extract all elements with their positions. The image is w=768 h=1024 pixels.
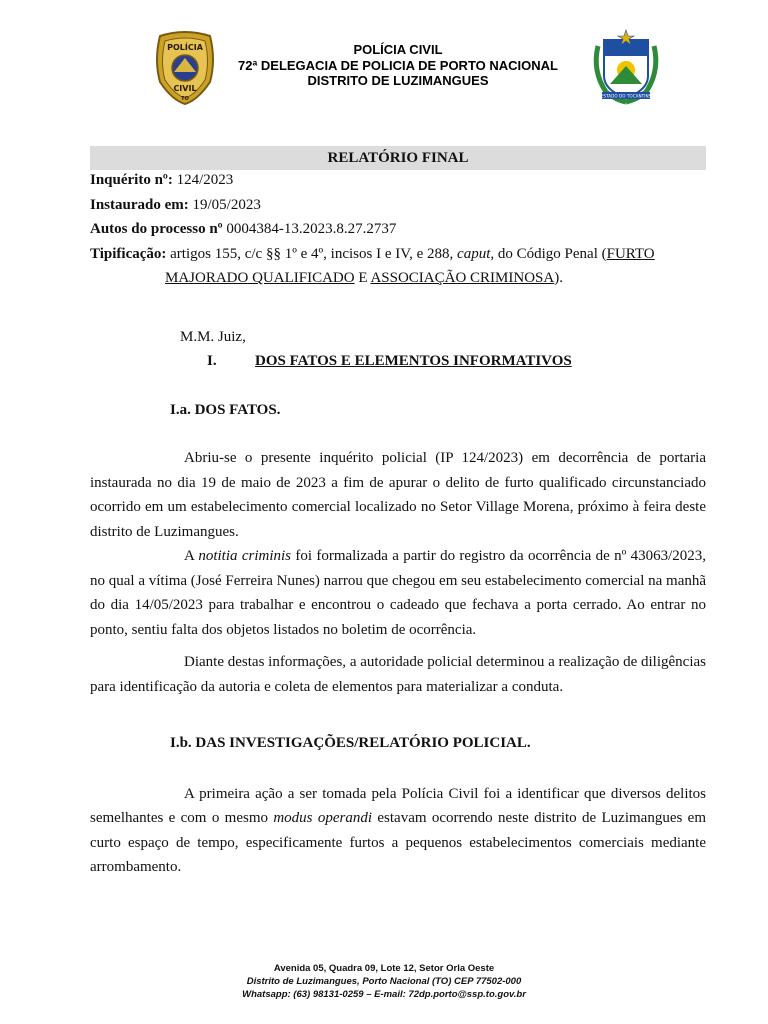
document-header	[0, 0, 768, 130]
instaurado-value: 19/05/2023	[192, 196, 261, 213]
tipificacao-crime-2: ASSOCIAÇÃO CRIMINOSA	[370, 270, 555, 286]
header-text	[210, 42, 586, 89]
inquerito-value: 124/2023	[176, 172, 234, 188]
header-line-1: POLÍCIA CIVIL	[353, 42, 443, 57]
tipificacao-end: ).	[554, 270, 563, 286]
inquerito-label: Inquérito nº:	[90, 172, 173, 188]
paragraph-2-a: A	[184, 548, 199, 564]
header-line-3: DISTRITO DE LUZIMANGUES	[307, 73, 489, 88]
paragraph-2-b: foi formalizada a partir do registro da ocorrência de nº 43063/2023, no qual a vítima (José Ferreira Nunes) narrou que chegou em seu estabelecimento comercial na manhã do dia 14/05/2023 para trabalhar e encontrou o cadeado que fechava a porta cerrado. Ao entrar no ponto, sentiu falta dos objetos listados no boletim de ocorrência.	[90, 548, 707, 638]
tipificacao-conjunction: E	[354, 270, 371, 286]
report-title: RELATÓRIO FINAL	[90, 146, 706, 170]
state-crest-icon	[588, 26, 664, 106]
footer-district: Distrito de Luzimangues, Porto Nacional (TO) CEP 77502-000	[246, 976, 522, 987]
footer-contact: Whatsapp: (63) 98131-0259 – E-mail: 72dp.porto@ssp.to.gov.br	[242, 989, 526, 1000]
instaurado-label: Instaurado em:	[90, 196, 189, 213]
badge-text-bottom: CIVIL	[173, 84, 197, 93]
footer-address: Avenida 05, Quadra 09, Lote 12, Setor Orla Oeste	[273, 963, 495, 974]
paragraph-2-italic: notitia criminis	[198, 548, 292, 564]
meta-tipificacao	[90, 242, 706, 267]
badge-text-state: TO	[181, 96, 189, 102]
crest-text: ESTADO DO TOCANTINS	[600, 93, 652, 99]
meta-autos	[90, 217, 706, 242]
paragraph-4-a: A primeira ação a ser tomada pela Polícia Civil foi a identificar que diversos delitos semelhantes e com o mesmo	[90, 785, 706, 826]
tipificacao-text-a: artigos 155, c/c §§ 1º e 4º, incisos I e IV, e 288,	[170, 245, 454, 262]
subsection-a-heading: I.a. DOS FATOS.	[170, 401, 281, 418]
section-1-heading	[90, 349, 706, 374]
tipificacao-crime-1-cont: MAJORADO QUALIFICADO	[165, 270, 355, 286]
section-1-number: I.	[207, 353, 217, 369]
tipificacao-text-b: , do Código Penal (	[490, 245, 607, 262]
subsection-b-heading: I.b. DAS INVESTIGAÇÕES/RELATÓRIO POLICIAL.	[170, 735, 531, 751]
meta-tipificacao-cont	[90, 266, 706, 291]
tipificacao-caput: caput	[457, 245, 491, 262]
autos-value: 0004384-13.2023.8.27.2737	[226, 221, 397, 237]
meta-inquerito	[90, 168, 706, 193]
paragraph-4-b: estavam ocorrendo neste distrito de Luzimangues em curto espaço de tempo, especificamente furtos a pequenos estabelecimentos comerciais mediante arrombamento.	[90, 810, 706, 875]
paragraph-3: Diante destas informações, a autoridade policial determinou a realização de diligências para identificação da autoria e coleta de elementos para materializar a conduta.	[90, 654, 706, 695]
document-footer	[0, 962, 768, 1001]
autos-label: Autos do processo nº	[90, 221, 223, 237]
header-line-2: 72ª DELEGACIA DE POLICIA DE PORTO NACIONAL	[238, 57, 558, 73]
paragraph-2	[90, 544, 706, 642]
meta-instaurado	[90, 193, 706, 218]
tipificacao-crime-1: FURTO	[606, 245, 655, 262]
section-1-title: DOS FATOS E ELEMENTOS INFORMATIVOS	[255, 353, 572, 369]
paragraph-4-italic: modus operandi	[273, 810, 373, 826]
tipificacao-label: Tipificação:	[90, 245, 167, 262]
paragraph-4	[90, 782, 706, 880]
document-body	[90, 168, 706, 880]
police-badge-icon	[152, 30, 218, 106]
salutation: M.M. Juiz,	[180, 328, 246, 345]
badge-text-top: POLÍCIA	[167, 43, 203, 52]
paragraph-1: Abriu-se o presente inquérito policial (IP 124/2023) em decorrência de portaria instaurada no dia 19 de maio de 2023 a fim de apurar o delito de furto qualificado circunstanciado ocorrido em um estabelecimento comercial localizado no Setor Village Morena, próximo à feira deste distrito de Luzimangues.	[90, 450, 706, 540]
